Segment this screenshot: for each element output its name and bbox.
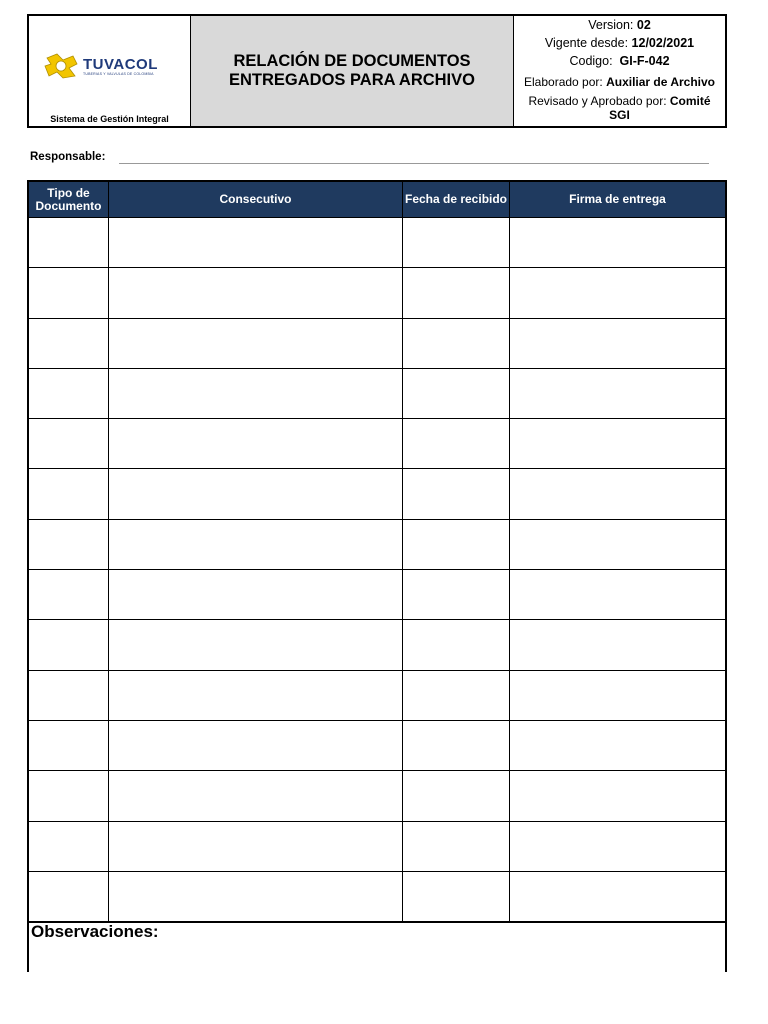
cell-consecutivo[interactable]: [109, 771, 403, 820]
table-row: [29, 418, 725, 468]
table-body: [29, 217, 725, 921]
cell-tipo[interactable]: [29, 822, 109, 871]
observaciones-label: Observaciones:: [31, 922, 159, 941]
cell-firma[interactable]: [510, 771, 725, 820]
responsable-label: Responsable:: [30, 151, 106, 163]
cell-consecutivo[interactable]: [109, 369, 403, 418]
cell-fecha[interactable]: [403, 872, 510, 921]
cell-tipo[interactable]: [29, 319, 109, 368]
cell-tipo[interactable]: [29, 268, 109, 317]
table-row: [29, 720, 725, 770]
cell-consecutivo[interactable]: [109, 218, 403, 267]
cell-consecutivo[interactable]: [109, 872, 403, 921]
revisado-row: Revisado y Aprobado por: Comité SGI: [528, 94, 711, 122]
cell-tipo[interactable]: [29, 570, 109, 619]
cell-firma[interactable]: [510, 721, 725, 770]
codigo-row: Codigo: GI-F-042: [569, 54, 670, 68]
cell-firma[interactable]: [510, 620, 725, 669]
meta-cell: [514, 16, 725, 126]
table-row: [29, 619, 725, 669]
cell-fecha[interactable]: [403, 620, 510, 669]
table-row: [29, 770, 725, 820]
column-header-consecutivo: Consecutivo: [109, 182, 403, 217]
cell-tipo[interactable]: [29, 469, 109, 518]
vigente-row: Vigente desde: 12/02/2021: [544, 36, 695, 50]
cell-fecha[interactable]: [403, 469, 510, 518]
cell-tipo[interactable]: [29, 771, 109, 820]
cell-consecutivo[interactable]: [109, 319, 403, 368]
version-row: Version: 02: [588, 18, 651, 32]
title-line-2: ENTREGADOS PARA ARCHIVO: [229, 71, 475, 89]
cell-firma[interactable]: [510, 520, 725, 569]
logo-name: TUVACOL: [83, 55, 158, 73]
cell-fecha[interactable]: [403, 822, 510, 871]
cell-consecutivo[interactable]: [109, 469, 403, 518]
title-cell: [191, 16, 514, 126]
column-header-fecha: Fecha de recibido: [403, 182, 510, 217]
table-row: [29, 569, 725, 619]
logo-tagline: TUBERIAS Y VALVULAS DE COLOMBIA: [83, 71, 154, 76]
cell-firma[interactable]: [510, 218, 725, 267]
document-header: [27, 14, 727, 128]
tuvacol-logo-icon: [43, 52, 79, 80]
table-row: [29, 519, 725, 569]
table-header: [29, 182, 725, 217]
cell-tipo[interactable]: [29, 620, 109, 669]
cell-fecha[interactable]: [403, 419, 510, 468]
table-row: [29, 670, 725, 720]
cell-firma[interactable]: [510, 671, 725, 720]
cell-consecutivo[interactable]: [109, 520, 403, 569]
title-line-1: RELACIÓN DE DOCUMENTOS: [233, 52, 471, 70]
observaciones-box[interactable]: [27, 920, 727, 972]
cell-firma[interactable]: [510, 822, 725, 871]
column-header-tipo: Tipo de Documento: [29, 182, 109, 217]
cell-consecutivo[interactable]: [109, 721, 403, 770]
cell-consecutivo[interactable]: [109, 419, 403, 468]
cell-tipo[interactable]: [29, 671, 109, 720]
table-row: [29, 217, 725, 267]
responsable-input-line[interactable]: [119, 163, 709, 164]
system-label: Sistema de Gestión Integral: [50, 114, 169, 124]
table-row: [29, 468, 725, 518]
cell-fecha[interactable]: [403, 319, 510, 368]
cell-firma[interactable]: [510, 268, 725, 317]
cell-fecha[interactable]: [403, 771, 510, 820]
table-row: [29, 821, 725, 871]
cell-firma[interactable]: [510, 469, 725, 518]
cell-consecutivo[interactable]: [109, 570, 403, 619]
cell-firma[interactable]: [510, 872, 725, 921]
column-header-firma: Firma de entrega: [569, 192, 666, 206]
document-title: [229, 52, 475, 90]
cell-fecha[interactable]: [403, 268, 510, 317]
documents-table: [27, 180, 727, 923]
cell-consecutivo[interactable]: [109, 822, 403, 871]
cell-firma[interactable]: [510, 419, 725, 468]
company-logo: [43, 52, 158, 80]
cell-tipo[interactable]: [29, 721, 109, 770]
cell-tipo[interactable]: [29, 419, 109, 468]
cell-fecha[interactable]: [403, 671, 510, 720]
cell-firma[interactable]: [510, 319, 725, 368]
cell-firma[interactable]: [510, 570, 725, 619]
cell-tipo[interactable]: [29, 218, 109, 267]
cell-fecha[interactable]: [403, 570, 510, 619]
cell-fecha[interactable]: [403, 369, 510, 418]
cell-fecha[interactable]: [403, 721, 510, 770]
table-row: [29, 871, 725, 921]
cell-fecha[interactable]: [403, 218, 510, 267]
elaborado-row: Elaborado por: Auxiliar de Archivo: [524, 75, 715, 89]
cell-tipo[interactable]: [29, 872, 109, 921]
table-row: [29, 267, 725, 317]
cell-tipo[interactable]: [29, 520, 109, 569]
cell-firma[interactable]: [510, 369, 725, 418]
cell-tipo[interactable]: [29, 369, 109, 418]
cell-consecutivo[interactable]: [109, 268, 403, 317]
cell-consecutivo[interactable]: [109, 620, 403, 669]
cell-fecha[interactable]: [403, 520, 510, 569]
table-row: [29, 318, 725, 368]
cell-consecutivo[interactable]: [109, 671, 403, 720]
logo-cell: [29, 16, 191, 126]
table-row: [29, 368, 725, 418]
